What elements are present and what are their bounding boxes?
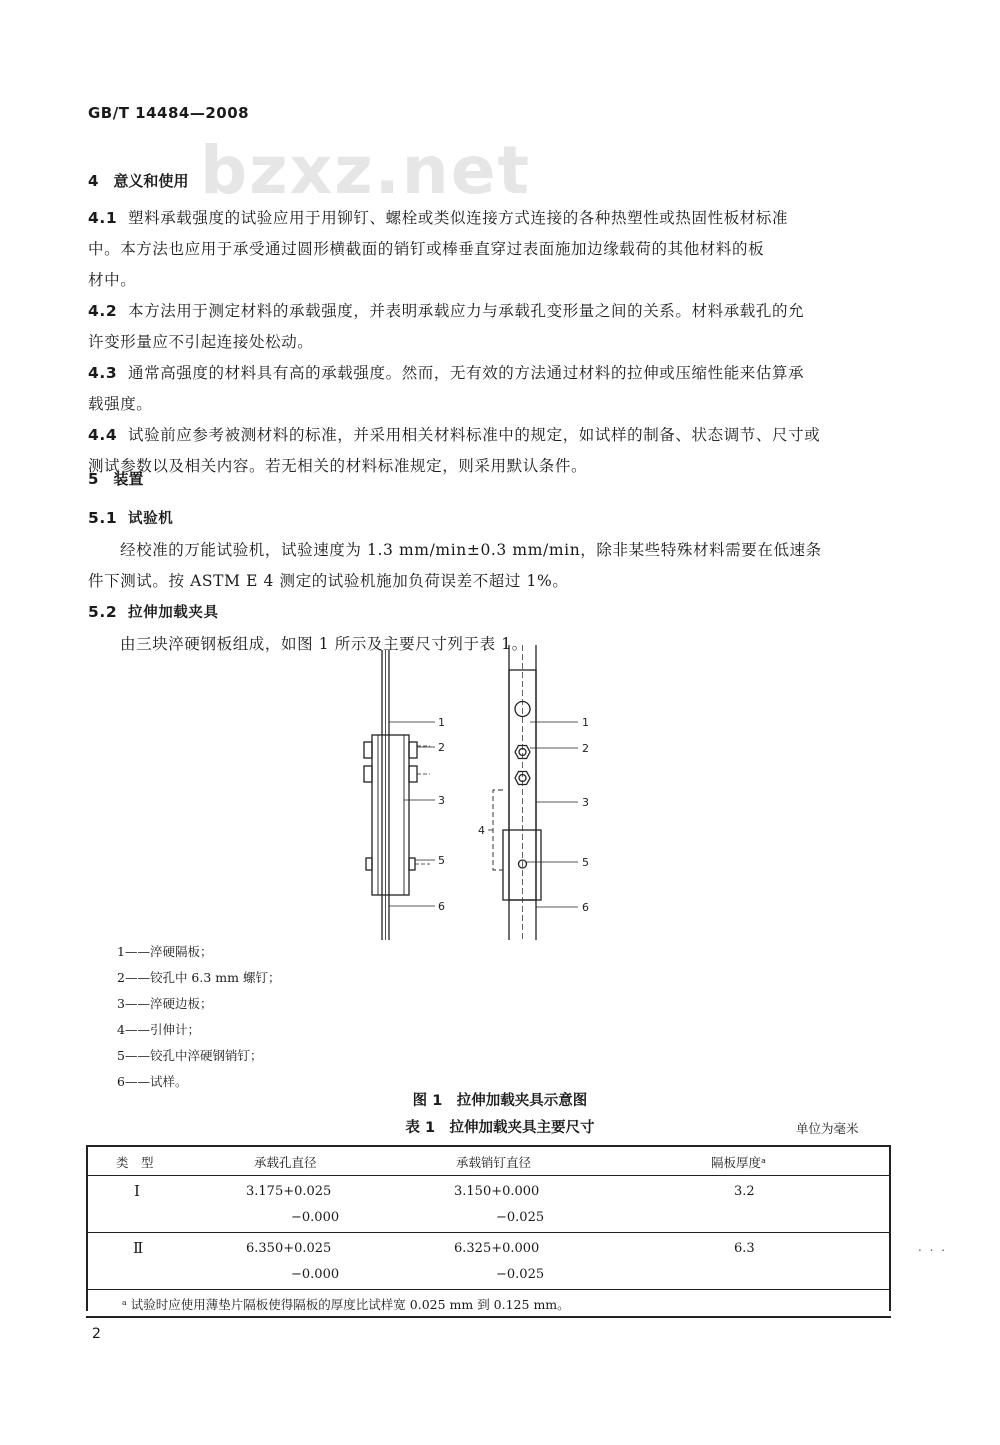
- subsection-title: 试验机: [128, 511, 174, 527]
- cell-pin-tol: −0.025: [496, 1210, 545, 1225]
- watermark: bzxz.net: [200, 132, 532, 209]
- para-5-1-line: 经校准的万能试验机，试验速度为 1.3 mm/min±0.3 mm/min，除非某些特殊材料需要在低速条: [120, 541, 822, 559]
- cell-pin-tol: −0.025: [496, 1267, 545, 1282]
- section-5-heading: 5 装置: [88, 470, 144, 488]
- cell-hole: 6.350+0.025: [246, 1241, 332, 1256]
- cell-type: Ⅰ: [134, 1182, 140, 1200]
- cell-thickness: 6.3: [734, 1241, 755, 1256]
- cell-thickness: 3.2: [734, 1184, 755, 1199]
- legend-item: 4——引伸计；: [117, 1022, 200, 1037]
- table-right-border: [889, 1145, 891, 1311]
- header-hole-diameter: 承载孔直径: [254, 1155, 317, 1170]
- page-number: 2: [92, 1326, 101, 1342]
- para-4-2: [88, 296, 908, 358]
- para-num: 5.1: [88, 509, 118, 527]
- para-5-1-line: 件下测试。按 ASTM E 4 测定的试验机施加负荷误差不超过 1%。: [88, 572, 569, 590]
- table-left-border: [86, 1145, 88, 1311]
- callout-3-right: 3: [582, 796, 589, 809]
- table-header-row: [86, 1145, 891, 1176]
- table-footnote: ᵃ 试验时应使用薄垫片隔板使得隔板的厚度比试样宽 0.025 mm 到 0.125 mm。: [122, 1297, 570, 1312]
- legend-item: 1——淬硬隔板；: [117, 944, 213, 959]
- callout-1-left: 1: [438, 716, 445, 729]
- para-num: 4.1: [88, 209, 118, 227]
- dimension-table: [86, 1145, 891, 1318]
- callout-1-right: 1: [582, 716, 589, 729]
- fixture-diagram: [340, 640, 620, 945]
- side-view: [364, 650, 435, 940]
- para-num: 5.2: [88, 603, 118, 621]
- para-4-3: [88, 358, 908, 420]
- cell-hole: 3.175+0.025: [246, 1184, 332, 1199]
- legend-item: 5——铰孔中淬硬钢销钉；: [117, 1048, 263, 1063]
- callout-5-right: 5: [582, 856, 589, 869]
- section-4-heading: 4 意义和使用: [88, 172, 189, 190]
- cell-pin: 6.325+0.000: [454, 1241, 540, 1256]
- para-line: 通常高强度的材料具有高的承载强度。然而，无有效的方法通过材料的拉伸或压缩性能来估算承: [128, 364, 805, 382]
- para-line: 载强度。: [88, 395, 153, 413]
- table-row: [86, 1233, 891, 1290]
- cell-pin: 3.150+0.000: [454, 1184, 540, 1199]
- para-num: 4.2: [88, 302, 118, 320]
- margin-marks: . . .: [918, 1240, 948, 1254]
- front-view: [488, 645, 578, 940]
- legend-item: 6——试样。: [117, 1074, 188, 1089]
- standard-code: GB/T 14484—2008: [88, 104, 250, 122]
- para-line: 中。本方法也应用于承受通过圆形横截面的销钉或棒垂直穿过表面施加边缘载荷的其他材料的板: [88, 240, 765, 258]
- callout-5-left: 5: [438, 854, 445, 867]
- para-5-2-line: 由三块淬硬钢板组成，如图 1 所示及主要尺寸列于表 1。: [120, 635, 528, 653]
- para-4-1: [88, 203, 908, 296]
- para-line: 材中。: [88, 271, 137, 289]
- cell-hole-tol: −0.000: [291, 1210, 340, 1225]
- header-pin-diameter: 承载销钉直径: [456, 1155, 532, 1170]
- callout-2-right: 2: [582, 742, 589, 755]
- table-caption: 表 1 拉伸加载夹具主要尺寸: [405, 1120, 595, 1136]
- para-num: 4.4: [88, 426, 118, 444]
- para-4-4: [88, 420, 908, 482]
- para-num: 4.3: [88, 364, 118, 382]
- section-5-body: [88, 503, 908, 660]
- callout-6-right: 6: [582, 901, 589, 914]
- callout-6-left: 6: [438, 900, 445, 913]
- figure-legend: [117, 942, 280, 1098]
- legend-item: 3——淬硬边板；: [117, 996, 213, 1011]
- cell-type: Ⅱ: [133, 1239, 144, 1257]
- table-footnote-row: [86, 1290, 891, 1318]
- table-unit: 单位为毫米: [796, 1121, 859, 1136]
- callout-4: 4: [478, 824, 485, 837]
- subsection-title: 拉伸加载夹具: [128, 605, 219, 621]
- para-line: 许变形量应不引起连接处松动。: [88, 333, 314, 351]
- para-line: 本方法用于测定材料的承载强度，并表明承载应力与承载孔变形量之间的关系。材料承载孔的允: [128, 302, 805, 320]
- para-line: 试验前应参考被测材料的标准，并采用相关材料标准中的规定，如试样的制备、状态调节、尺寸或: [128, 426, 821, 444]
- para-line: 塑料承载强度的试验应用于用铆钉、螺栓或类似连接方式连接的各种热塑性或热固性板材标准: [128, 209, 789, 227]
- figure-caption: 图 1 拉伸加载夹具示意图: [412, 1093, 588, 1109]
- subsection-5-2-title: [88, 597, 908, 629]
- table-row: [86, 1176, 891, 1233]
- section-4-body: [88, 203, 908, 482]
- legend-item: 2——铰孔中 6.3 mm 螺钉；: [117, 970, 281, 985]
- callout-2-left: 2: [438, 741, 445, 754]
- header-spacer-thickness: 隔板厚度ᵃ: [711, 1155, 766, 1170]
- header-type: 类 型: [116, 1155, 154, 1170]
- subsection-5-1-title: [88, 503, 908, 535]
- cell-hole-tol: −0.000: [291, 1267, 340, 1282]
- callout-3-left: 3: [438, 794, 445, 807]
- para-line: 测试参数以及相关内容。若无相关的材料标准规定，则采用默认条件。: [88, 457, 588, 475]
